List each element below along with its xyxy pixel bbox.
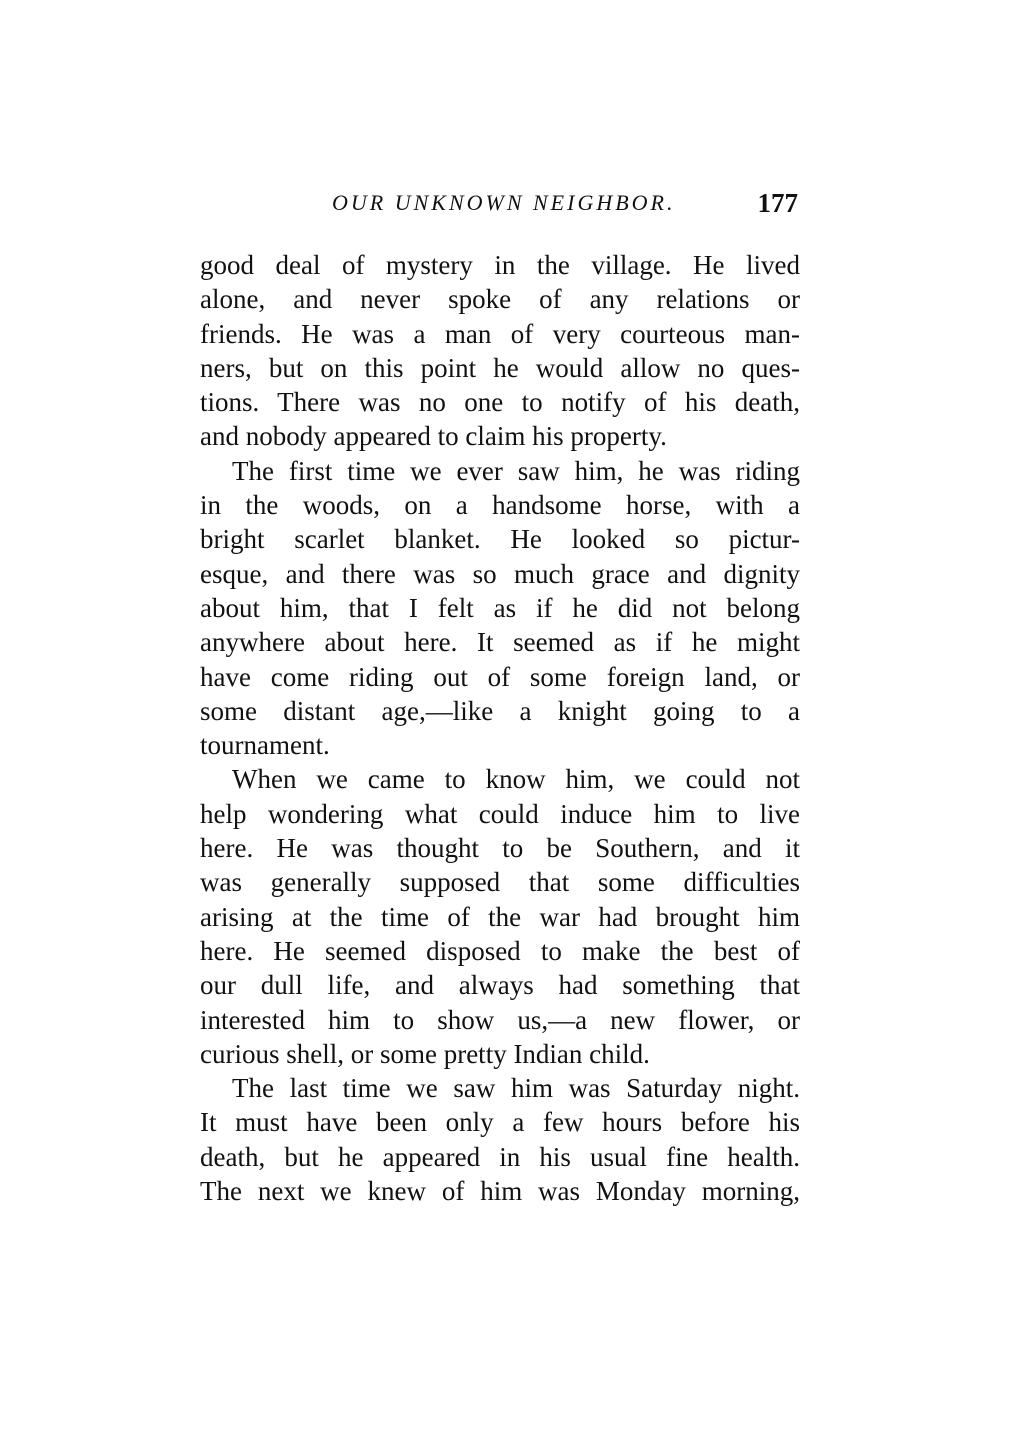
text-line: arising at the time of the war had brought him [200, 901, 800, 932]
text-line: here. He was thought to be Southern, and it [200, 833, 800, 864]
text-line: anywhere about here. It seemed as if he might [200, 627, 800, 658]
text-line: interested him to show us,—a new flower, or [200, 1004, 800, 1035]
text-line: alone, and never spoke of any relations or [200, 284, 800, 315]
text-line: was generally supposed that some difficulties [200, 867, 800, 898]
text-line: friends. He was a man of very courteous man- [200, 318, 800, 349]
text-line: some distant age,—like a knight going to a [200, 695, 800, 726]
paragraph [200, 248, 800, 454]
text-line: The last time we saw him was Saturday night. [232, 1073, 800, 1104]
text-line: here. He seemed disposed to make the best of [200, 935, 800, 966]
running-title: OUR UNKNOWN NEIGHBOR. [332, 190, 676, 215]
paragraph [200, 454, 800, 763]
text-line: esque, and there was so much grace and dignity [200, 558, 800, 589]
text-line: The first time we ever saw him, he was riding [232, 455, 800, 486]
text-line: It must have been only a few hours before his [200, 1107, 800, 1138]
text-line: tions. There was no one to notify of his death, [200, 387, 800, 418]
text-line: ners, but on this point he would allow no ques- [200, 352, 800, 383]
text-line: our dull life, and always had something that [200, 970, 800, 1001]
text-line: in the woods, on a handsome horse, with a [200, 490, 800, 521]
paragraph [200, 762, 800, 1071]
text-line: about him, that I felt as if he did not belong [200, 592, 800, 623]
paragraph [200, 1071, 800, 1208]
running-head [200, 188, 800, 224]
text-line: bright scarlet blanket. He looked so pictur- [200, 524, 800, 555]
text-line: help wondering what could induce him to live [200, 798, 800, 829]
text-line: The next we knew of him was Monday morning, [200, 1176, 800, 1207]
text-line: have come riding out of some foreign land, or [200, 661, 800, 692]
text-line: When we came to know him, we could not [232, 764, 800, 795]
text-line: good deal of mystery in the village. He lived [200, 250, 800, 280]
text-line: death, but he appeared in his usual fine health. [200, 1141, 800, 1172]
text-line: and nobody appeared to claim his property. [200, 421, 667, 452]
text-line: curious shell, or some pretty Indian child. [200, 1038, 650, 1069]
text-line: tournament. [200, 730, 330, 761]
body-text [200, 248, 800, 1208]
page-number: 177 [757, 188, 798, 218]
